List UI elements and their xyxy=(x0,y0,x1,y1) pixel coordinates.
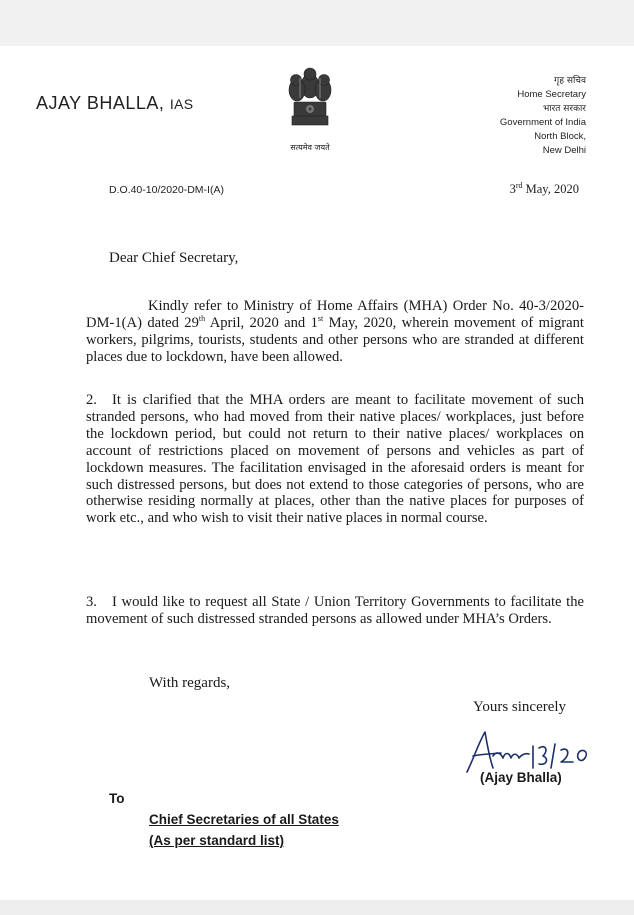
government: Government of India xyxy=(499,117,586,128)
recipient-line-1: Chief Secretaries of all States xyxy=(149,812,339,827)
p1-text-a: Kindly refer to Ministry of Home Affairs (MHA) Order No. 40-3/2020-DM-1(A) dated 29 xyxy=(86,298,584,331)
to-label: To xyxy=(109,791,125,806)
paragraph-1 xyxy=(86,298,584,366)
designation-hindi: गृह सचिव xyxy=(554,76,586,86)
closing-regards: With regards, xyxy=(149,675,231,691)
p2-number: 2. xyxy=(86,392,97,408)
p1-sup-2: st xyxy=(317,314,324,324)
date-superscript: rd xyxy=(515,180,523,190)
recipient-line-2: (As per standard list) xyxy=(149,833,285,848)
p3-number: 3. xyxy=(86,594,97,610)
paragraph-3 xyxy=(86,594,584,628)
designation: Home Secretary xyxy=(517,89,586,100)
paragraph-2 xyxy=(86,392,584,527)
city: New Delhi xyxy=(542,145,586,156)
reference-number: D.O.40-10/2020-DM-I(A) xyxy=(109,184,224,196)
salutation: Dear Chief Secretary, xyxy=(109,250,239,266)
sender-name-text: AJAY BHALLA, xyxy=(36,93,165,113)
closing-yours: Yours sincerely xyxy=(473,699,567,715)
p1-sup-1: th xyxy=(198,314,206,324)
date-rest: May, 2020 xyxy=(522,182,579,196)
letter-date xyxy=(510,182,579,197)
government-hindi: भारत सरकार xyxy=(542,104,586,114)
signatory-name: (Ajay Bhalla) xyxy=(480,770,562,785)
sender-name xyxy=(36,93,193,114)
p3-text: I would like to request all State / Union Territory Governments to facilitate the movement of such distressed stranded persons as allowed under MHA’s Orders. xyxy=(86,594,584,627)
p1-text-c: May, 2020, wherein movement of migrant workers, pilgrims, tourists, students and other persons who are stranded at different places due to lockdown, have been allowed. xyxy=(86,314,584,365)
bottom-margin xyxy=(0,900,634,915)
emblem-motto: सत्यमेव जयते xyxy=(290,143,330,152)
top-margin xyxy=(0,0,634,46)
building: North Block, xyxy=(534,131,586,142)
date-day: 3 xyxy=(509,182,516,196)
p2-text: It is clarified that the MHA orders are meant to facilitate movement of such stranded persons, who had moved from their native places/ workplaces, just before the lockdown period, but could not return to their native places/ workplaces on account of restrictions placed on movement of persons and vehicles as part of lockdown measures. The facilitation envisaged in the aforesaid orders is meant for such distressed persons, but does not extend to those categories of persons, who are otherwise residing normally at places, other than the native places for purposes of work etc., and who wish to visit their native places in normal course. xyxy=(86,392,584,527)
p1-text-b: April, 2020 and 1 xyxy=(205,314,318,331)
sender-name-suffix: IAS xyxy=(169,96,194,112)
sender-address xyxy=(500,74,586,158)
